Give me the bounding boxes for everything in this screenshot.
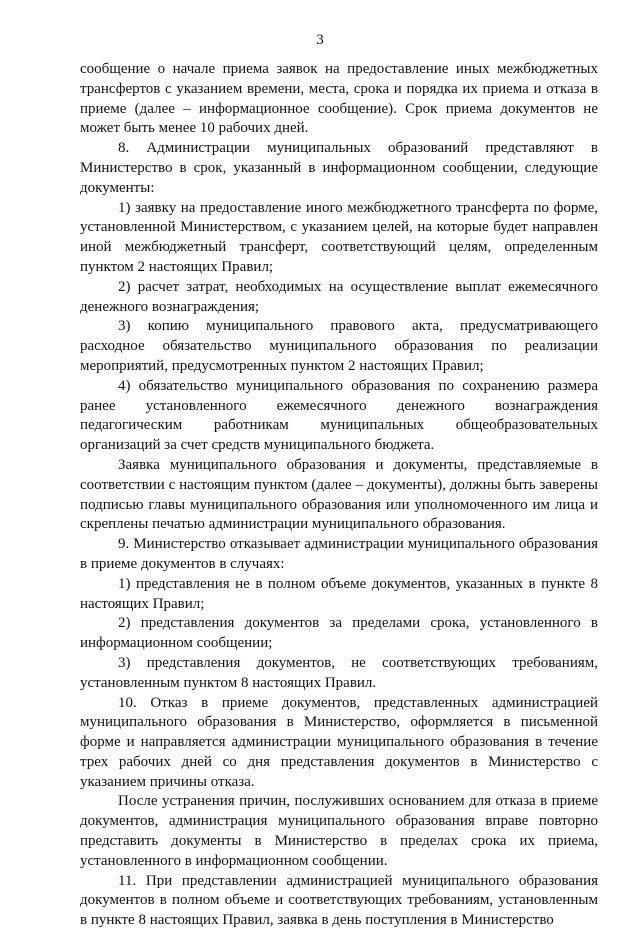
paragraph-item-8-4: 4) обязательство муниципального образования по сохранению размера ранее установленного ежемесячного денежного вознаграждения педагогическим работникам муниципальных общеобразовательных организаций за счет средств муниципального бюджета. bbox=[80, 377, 598, 454]
page-number: 3 bbox=[316, 32, 324, 48]
paragraph-item-8-certification: Заявка муниципального образования и документы, представляемые в соответствии с настоящим пунктом (далее – документы), должны быть заверены подписью главы муниципального образования или уполномоченного им лица и скреплены печатью администрации муниципального образования. bbox=[80, 456, 598, 533]
paragraph-item-11: 11. При представлении администрацией муниципального образования документов в полном объеме и соответствующих требованиям, установленным в пункте 8 настоящих Правил, заявка в день поступления в Министерство bbox=[80, 872, 598, 929]
paragraph-item-9: 9. Министерство отказывает администрации муниципального образования в приеме документов в случаях: bbox=[80, 536, 598, 572]
paragraph-item-9-2: 2) представления документов за пределами срока, установленного в информационном сообщении; bbox=[80, 615, 598, 652]
paragraph-item-8: 8. Администрации муниципальных образований представляют в Министерство в срок, указанный в информационном сообщении, следующие документы: bbox=[80, 140, 598, 196]
paragraph-item-8-1: 1) заявку на предоставление иного межбюджетного трансферта по форме, установленной Министерством, с указанием целей, на которые будет направлен иной межбюджетный трансферт, соответствующий целям, определенным пунктом 2 настоящих Правил; bbox=[80, 199, 598, 275]
paragraph-item-9-3: 3) представления документов, не соответствующих требованиям, установленным пунктом 8 настоящих Правил. bbox=[80, 654, 598, 691]
paragraph-item-9-1: 1) представления не в полном объеме документов, указанных в пункте 8 настоящих Правил; bbox=[80, 575, 598, 612]
paragraph-continuation: сообщение о начале приема заявок на предоставление иных межбюджетных трансфертов с указанием времени, места, срока и порядка их приема и отказа в приеме (далее – информационное сообщение). Срок приема документов не может быть менее 10 рабочих дней. bbox=[80, 61, 598, 137]
document-body bbox=[80, 60, 598, 931]
paragraph-item-10-resubmission: После устранения причин, послуживших основанием для отказа в приеме документов, администрация муниципального образования вправе повторно представить документы в Министерство в пределах срока их приема, установленного в информационном сообщении. bbox=[80, 793, 598, 869]
paragraph-item-8-2: 2) расчет затрат, необходимых на осуществление выплат ежемесячного денежного вознаграждения; bbox=[80, 278, 598, 315]
paragraph-item-8-3: 3) копию муниципального правового акта, предусматривающего расходное обязательство муниципального образования по реализации мероприятий, предусмотренных пунктом 2 настоящих Правил; bbox=[80, 318, 598, 374]
paragraph-item-10: 10. Отказ в приеме документов, представленных администрацией муниципального образования в Министерство, оформляется в письменной форме и направляется администрации муниципального образования в течение трех рабочих дней со дня представления документов в Министерство с указанием причины отказа. bbox=[80, 694, 598, 790]
